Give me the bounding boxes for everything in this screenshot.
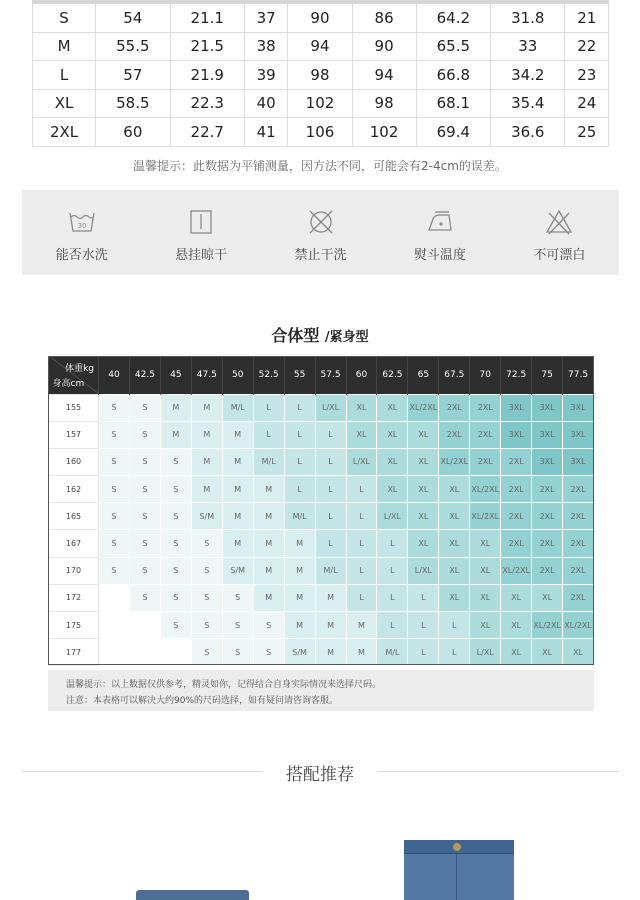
size-cell: M/L [222,394,253,421]
header-row [49,356,594,394]
size-cell: S [191,584,222,611]
size-cell: XL [501,584,532,611]
size-cell: L/XL [408,557,439,584]
size-cell: S [160,448,191,475]
table-row [33,4,609,33]
measure-cell: 94 [352,61,416,90]
size-cell: S [99,476,130,503]
size-cell: M [315,584,346,611]
size-cell: M [253,557,284,584]
size-cell: S [222,639,253,666]
height-cell: 157 [49,421,99,448]
height-cell: 155 [49,394,99,421]
measure-cell: 102 [352,118,416,147]
weight-header: 65 [408,356,439,394]
size-cell: S [99,503,130,530]
size-cell: S [191,530,222,557]
measure-cell: 54 [96,4,170,33]
measure-cell: 40 [244,89,287,118]
size-cell: S [99,448,130,475]
measure-cell: 66.8 [416,61,490,90]
size-row [49,557,594,584]
size-cell: 2XL [532,557,563,584]
size-cell: 2XL [532,530,563,557]
size-cell: M [222,476,253,503]
weight-axis-label: 体重kg [65,364,94,374]
size-cell: XL [470,612,501,639]
size-cell: XL/2XL [439,448,470,475]
size-cell: XL [377,421,408,448]
size-cell: XL [408,503,439,530]
size-cell: S [129,557,160,584]
weight-header: 52.5 [253,356,284,394]
size-cell: L [315,421,346,448]
size-cell: L [408,584,439,611]
size-cell: M [160,394,191,421]
size-cell: 2XL [563,584,594,611]
size-cell: M [284,530,315,557]
size-cell: M [253,503,284,530]
size-cell [99,612,130,639]
size-cell [99,584,130,611]
size-cell: 2XL [532,476,563,503]
measure-cell: 106 [288,118,352,147]
size-cell: M [253,476,284,503]
care-item-no-bleach [500,190,619,275]
measure-cell: 21.1 [170,4,244,33]
size-cell: XL [439,530,470,557]
size-row [49,530,594,557]
size-row [49,612,594,639]
weight-header: 77.5 [563,356,594,394]
size-chart-table [48,356,594,666]
size-cell: M [222,530,253,557]
size-cell: M [191,421,222,448]
measure-cell: 98 [288,61,352,90]
size-cell: S [160,557,191,584]
size-cell: S [129,584,160,611]
size-cell: S [222,584,253,611]
size-cell: M [253,530,284,557]
size-cell: L [284,394,315,421]
measure-cell: 94 [288,32,352,61]
size-cell: XL [563,639,594,666]
size-chart-title [0,323,640,346]
size-cell: L/XL [346,448,377,475]
size-row [49,448,594,475]
size-row [49,584,594,611]
measure-cell: 69.4 [416,118,490,147]
care-item-washable [22,190,141,275]
height-cell: 170 [49,557,99,584]
measure-cell: 25 [565,118,609,147]
size-cell: L [439,612,470,639]
size-cell: 2XL [501,503,532,530]
measure-cell: 58.5 [96,89,170,118]
fly-seam [456,854,457,900]
size-cell: M [191,476,222,503]
note-line: 注意：本表格可以解决大约90%的尺码选择，如有疑问请咨询客服。 [66,696,339,706]
size-cell: M [315,612,346,639]
size-cell: XL [439,503,470,530]
size-cell [129,639,160,666]
size-cell: 2XL [563,503,594,530]
size-row [49,421,594,448]
measure-tip: 温馨提示：此数据为平铺测量，因方法不同，可能会有2-4cm的误差。 [133,159,507,173]
size-cell: XL/2XL [501,557,532,584]
care-label: 悬挂晾干 [175,248,228,263]
size-cell: M [160,421,191,448]
size-cell: XL [377,476,408,503]
size-cell: M [222,448,253,475]
measure-cell: 60 [96,118,170,147]
size-cell: L [346,530,377,557]
size-cell: S [191,557,222,584]
size-cell: M/L [315,557,346,584]
size-cell: L [346,584,377,611]
size-cell: 2XL [501,476,532,503]
size-cell: S [253,612,284,639]
care-item-no-dry-clean [261,190,380,275]
size-cell: 2XL [563,476,594,503]
size-cell: L [284,421,315,448]
size-cell: L [315,476,346,503]
measure-cell: 22 [565,32,609,61]
measure-cell: 24 [565,89,609,118]
weight-header: 45 [160,356,191,394]
size-cell: XL [439,557,470,584]
weight-header: 70 [470,356,501,394]
size-cell: M [191,394,222,421]
size-cell: XL [408,421,439,448]
measure-cell: 65.5 [416,32,490,61]
size-cell: L [315,503,346,530]
washable-icon [67,207,97,237]
size-cell: 3XL [563,394,594,421]
size-cell: XL [501,639,532,666]
size-row [49,394,594,421]
measure-cell: 64.2 [416,4,490,33]
size-cell: M [284,557,315,584]
height-cell: 177 [49,639,99,666]
size-cell: 2XL [470,448,501,475]
size-cell: L [439,639,470,666]
height-cell: 162 [49,476,99,503]
size-cell: S [129,448,160,475]
size-cell [99,639,130,666]
measure-cell: 21 [565,4,609,33]
size-cell: S [160,503,191,530]
size-cell: M [346,612,377,639]
size-cell: L [377,557,408,584]
size-cell: 3XL [532,448,563,475]
size-cell: S/M [222,557,253,584]
measure-cell: 23 [565,61,609,90]
table-row [33,89,609,118]
hang-dry-icon [186,207,216,237]
size-cell: L [408,612,439,639]
size-cell: L [346,557,377,584]
size-label-cell: S [33,4,96,33]
size-row [49,503,594,530]
weight-header: 72.5 [501,356,532,394]
size-cell: L [377,530,408,557]
size-cell: XL [532,584,563,611]
size-cell: L [253,394,284,421]
measurement-table [32,3,609,147]
table-row [33,118,609,147]
weight-header: 67.5 [439,356,470,394]
measure-cell: 34.2 [491,61,565,90]
measure-cell: 41 [244,118,287,147]
care-item-hang-dry [141,190,260,275]
measure-cell: 33 [491,32,565,61]
no-bleach-icon [544,207,574,237]
care-label: 禁止干洗 [294,248,347,263]
weight-header: 50 [222,356,253,394]
size-cell: XL [439,584,470,611]
weight-header: 57.5 [315,356,346,394]
measure-cell: 55.5 [96,32,170,61]
size-cell: M [191,448,222,475]
size-cell: S [129,421,160,448]
measure-cell: 86 [352,4,416,33]
size-cell: S [129,503,160,530]
measure-cell: 21.9 [170,61,244,90]
size-cell: 2XL [501,530,532,557]
size-label-cell: 2XL [33,118,96,147]
size-cell: XL/2XL [408,394,439,421]
size-cell: L [346,476,377,503]
svg-text:30: 30 [77,222,87,230]
height-cell: 165 [49,503,99,530]
measure-cell: 35.4 [491,89,565,118]
weight-header: 75 [532,356,563,394]
size-cell: S [191,639,222,666]
size-cell: 2XL [439,421,470,448]
size-cell: S [99,394,130,421]
size-cell: 3XL [532,394,563,421]
table-row [33,32,609,61]
product-image-jeans-2[interactable] [404,840,514,900]
size-cell: S [160,530,191,557]
measure-cell: 68.1 [416,89,490,118]
measure-cell: 22.7 [170,118,244,147]
size-label-cell: XL [33,89,96,118]
size-cell: L [346,503,377,530]
measure-cell: 98 [352,89,416,118]
size-cell: XL [408,530,439,557]
iron-temperature-icon [425,207,455,237]
size-cell: XL [532,639,563,666]
size-cell: S/M [191,503,222,530]
size-cell: XL [470,530,501,557]
size-cell: M [284,584,315,611]
size-row [49,476,594,503]
measure-cell: 57 [96,61,170,90]
measure-cell: 31.8 [491,4,565,33]
size-cell: XL [377,448,408,475]
size-cell: S [99,557,130,584]
size-cell: S [99,421,130,448]
size-cell: 2XL [470,394,501,421]
size-chart-title-main: 合体型 [271,326,320,345]
size-cell: M/L [377,639,408,666]
weight-header: 60 [346,356,377,394]
size-cell: 3XL [532,421,563,448]
product-image-jeans-1[interactable] [136,890,249,900]
weight-header: 62.5 [377,356,408,394]
size-cell: M [315,639,346,666]
size-cell: L [284,448,315,475]
size-cell: 2XL [470,421,501,448]
size-cell: S [99,530,130,557]
weight-header: 55 [284,356,315,394]
size-cell: L [253,421,284,448]
measure-cell: 39 [244,61,287,90]
size-cell: 3XL [563,421,594,448]
height-cell: 167 [49,530,99,557]
height-cell: 160 [49,448,99,475]
size-cell: L [315,530,346,557]
size-cell: XL/2XL [532,612,563,639]
size-cell: L [408,639,439,666]
size-cell: S [129,530,160,557]
measure-cell: 38 [244,32,287,61]
care-label: 不可漂白 [533,248,586,263]
size-cell: XL [408,476,439,503]
weight-header: 40 [99,356,130,394]
size-cell: M/L [284,503,315,530]
size-cell: XL [439,476,470,503]
corner-header [49,356,99,394]
size-label-cell: M [33,32,96,61]
size-cell: 2XL [501,448,532,475]
height-cell: 175 [49,612,99,639]
note-line: 温馨提示：以上数据仅供参考，精灵如你，记得结合自身实际情况来选择尺码。 [66,680,382,690]
size-cell: S [129,476,160,503]
jeans-button [453,843,461,851]
care-label: 能否水洗 [55,248,108,263]
measure-cell: 90 [288,4,352,33]
size-cell: XL/2XL [470,503,501,530]
size-cell: XL/2XL [470,476,501,503]
care-item-iron [380,190,499,275]
measure-cell: 36.6 [491,118,565,147]
size-cell: 2XL [439,394,470,421]
size-cell: S [129,394,160,421]
table-row [33,61,609,90]
measure-cell: 21.5 [170,32,244,61]
size-cell: 3XL [563,448,594,475]
size-cell [160,639,191,666]
size-cell: M [346,639,377,666]
size-notes [48,670,594,711]
size-cell: S [222,612,253,639]
measure-cell: 22.3 [170,89,244,118]
size-row [49,639,594,666]
no-dry-clean-icon [306,207,336,237]
size-cell: XL [501,612,532,639]
size-cell: S [191,612,222,639]
size-cell: S [253,639,284,666]
measure-cell: 90 [352,32,416,61]
size-cell: 3XL [501,421,532,448]
size-cell: L [284,476,315,503]
size-chart-title-sub: /紧身型 [324,330,369,345]
size-cell: L/XL [315,394,346,421]
height-axis-label: 身高cm [52,378,85,389]
size-label-cell: L [33,61,96,90]
size-cell: XL [470,557,501,584]
size-cell: XL [377,394,408,421]
size-cell: XL [346,421,377,448]
size-cell: 2XL [563,557,594,584]
size-cell: M [222,503,253,530]
size-cell: XL [408,448,439,475]
size-cell: 2XL [532,503,563,530]
size-cell: M [222,421,253,448]
weight-header: 42.5 [129,356,160,394]
size-cell: L [377,584,408,611]
measure-cell: 37 [244,4,287,33]
size-cell: S/M [284,639,315,666]
size-cell: L/XL [470,639,501,666]
size-cell: L/XL [377,503,408,530]
measure-cell: 102 [288,89,352,118]
size-cell [129,612,160,639]
size-cell: M [284,612,315,639]
size-cell: S [160,612,191,639]
weight-header: 47.5 [191,356,222,394]
size-cell: XL [470,584,501,611]
size-cell: M/L [253,448,284,475]
size-cell: S [160,584,191,611]
size-cell: L [315,448,346,475]
size-cell: XL/2XL [563,612,594,639]
care-instructions [22,190,619,275]
height-cell: 172 [49,584,99,611]
recommend-title: 搭配推荐 [286,765,354,785]
size-cell: M [253,584,284,611]
size-cell: S [160,476,191,503]
size-cell: 2XL [563,530,594,557]
care-label: 熨斗温度 [413,248,466,263]
size-cell: XL [346,394,377,421]
size-cell: 3XL [501,394,532,421]
size-cell: L [377,612,408,639]
